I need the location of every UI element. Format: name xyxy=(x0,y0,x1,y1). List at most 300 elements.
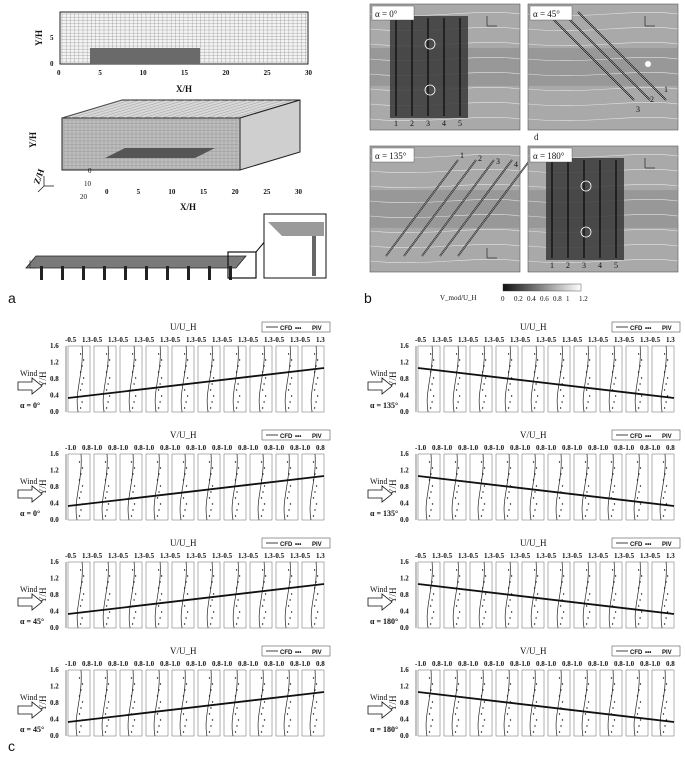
frame-tick: -0.5 xyxy=(467,552,479,560)
frame-tick: -0.5 xyxy=(545,336,557,344)
svg-text:1.3: 1.3 xyxy=(212,336,221,344)
plot1-xtick: 10 xyxy=(139,69,147,77)
row-number: 5 xyxy=(458,119,462,128)
quantity-label: V/U_H xyxy=(170,646,197,656)
plot1-xtick: 30 xyxy=(305,69,312,77)
panel-c xyxy=(0,320,685,758)
profile-row xyxy=(18,322,330,416)
y-tick: 0.4 xyxy=(50,391,59,400)
svg-text:1.3: 1.3 xyxy=(484,552,493,560)
quantity-label: U/U_H xyxy=(520,322,547,332)
mesh-3d-plot xyxy=(28,100,303,212)
frame-tick: -1.0 xyxy=(571,660,583,668)
plot1-xtick: 25 xyxy=(263,69,271,77)
frame-tick: -0.5 xyxy=(415,336,427,344)
roof-line xyxy=(418,368,674,398)
frame-tick: -1.0 xyxy=(597,660,609,668)
colorbar-label: V_mod/U_H xyxy=(440,294,477,302)
legend-cfd: CFD xyxy=(280,434,293,440)
frame-tick: -1.0 xyxy=(493,660,505,668)
profile-frame xyxy=(444,562,466,628)
y-axis-label: Y/H xyxy=(388,587,398,603)
panel-a xyxy=(0,0,360,300)
y-tick: 1.2 xyxy=(50,358,59,367)
svg-text:1.3: 1.3 xyxy=(640,336,649,344)
svg-text:0.8: 0.8 xyxy=(484,660,493,668)
frame-tick: -0.5 xyxy=(597,552,609,560)
svg-text:1.3: 1.3 xyxy=(484,336,493,344)
svg-text:0.8: 0.8 xyxy=(264,444,273,452)
frame-tick: -0.5 xyxy=(519,336,531,344)
y-tick: 1.2 xyxy=(50,574,59,583)
svg-text:1.3: 1.3 xyxy=(432,336,441,344)
legend-cfd: CFD xyxy=(630,650,643,656)
frame-tick: -1.0 xyxy=(467,660,479,668)
svg-text:1.3: 1.3 xyxy=(588,336,597,344)
profile-frame xyxy=(172,562,194,628)
frame-tick: -1.0 xyxy=(571,444,583,452)
svg-text:0.8: 0.8 xyxy=(536,444,545,452)
quantity-label: U/U_H xyxy=(170,538,197,548)
legend-cfd: CFD xyxy=(280,650,293,656)
plot2-xtick: 30 xyxy=(295,188,302,196)
svg-text:0.8: 0.8 xyxy=(614,660,623,668)
plot1-ytick: 0 xyxy=(50,60,54,68)
alpha-label: α = 180° xyxy=(370,725,399,734)
frame-tick: -1.0 xyxy=(299,660,311,668)
profile-frame xyxy=(470,562,492,628)
legend-cfd: CFD xyxy=(280,326,293,332)
svg-text:1.3: 1.3 xyxy=(640,552,649,560)
frame-tick: -0.5 xyxy=(91,336,103,344)
svg-text:1.3: 1.3 xyxy=(82,336,91,344)
plot2-xtick: 5 xyxy=(136,188,141,196)
plot2-xtick: 0 xyxy=(105,188,109,196)
row-number: 2 xyxy=(410,119,414,128)
colorbar-tick: 0.4 xyxy=(527,295,536,303)
alpha-label: α = 45° xyxy=(20,725,45,734)
frame-tick: -0.5 xyxy=(169,552,181,560)
svg-text:0.8: 0.8 xyxy=(432,660,441,668)
y-axis-label: Y/H xyxy=(388,695,398,711)
svg-text:1.3: 1.3 xyxy=(316,552,325,560)
svg-text:1.3: 1.3 xyxy=(510,336,519,344)
svg-text:1.3: 1.3 xyxy=(588,552,597,560)
row-number: 4 xyxy=(442,119,446,128)
row-number: 3 xyxy=(582,261,586,270)
y-tick: 0.4 xyxy=(50,499,59,508)
frame-tick: -1.0 xyxy=(117,444,129,452)
plot2-xtick: 15 xyxy=(200,188,207,196)
frame-tick: -0.5 xyxy=(493,552,505,560)
profile-frame xyxy=(522,346,544,412)
y-axis-label: Y/H xyxy=(38,695,48,711)
plot1-xtick: 5 xyxy=(98,69,102,77)
frame-tick: -1.0 xyxy=(143,660,155,668)
frame-tick: -1.0 xyxy=(441,444,453,452)
y-tick: 1.6 xyxy=(400,666,409,674)
case-label xyxy=(372,148,414,162)
svg-text:1.3: 1.3 xyxy=(458,336,467,344)
plot1-ylabel: Y/H xyxy=(34,29,44,46)
profile-frame xyxy=(418,562,440,628)
wind-label: Wind xyxy=(20,369,38,378)
legend-piv: PIV xyxy=(312,542,322,548)
pillar xyxy=(124,266,127,280)
svg-text:1.3: 1.3 xyxy=(264,552,273,560)
svg-text:1.3: 1.3 xyxy=(536,336,545,344)
svg-text:•••: ••• xyxy=(295,326,302,332)
svg-text:α = 135°: α = 135° xyxy=(375,151,407,161)
roof-line xyxy=(68,692,324,722)
svg-text:0.8: 0.8 xyxy=(108,660,117,668)
y-tick: 1.6 xyxy=(50,558,59,566)
svg-text:1.3: 1.3 xyxy=(614,336,623,344)
frame-tick: -1.0 xyxy=(493,444,505,452)
svg-text:0.8: 0.8 xyxy=(510,660,519,668)
frame-tick: -1.0 xyxy=(221,660,233,668)
frame-tick: -0.5 xyxy=(649,552,661,560)
frame-tick: -1.0 xyxy=(195,660,207,668)
row-number: 4 xyxy=(598,261,602,270)
frame-tick: -0.5 xyxy=(221,336,233,344)
svg-text:1.3: 1.3 xyxy=(614,552,623,560)
colorbar-tick: 1.2 xyxy=(579,295,588,303)
frame-tick: -0.5 xyxy=(195,336,207,344)
svg-text:1.3: 1.3 xyxy=(562,336,571,344)
profile-row xyxy=(368,430,680,524)
frame-tick: -1.0 xyxy=(415,444,427,452)
legend-piv: PIV xyxy=(662,650,672,656)
frame-tick: -0.5 xyxy=(299,336,311,344)
frame-tick: -1.0 xyxy=(273,660,285,668)
y-tick: 1.6 xyxy=(400,558,409,566)
y-tick: 1.6 xyxy=(400,450,409,458)
plot1-ytick: 5 xyxy=(50,34,54,42)
profile-frame xyxy=(652,562,674,628)
frame-tick: -0.5 xyxy=(441,336,453,344)
profile-frame xyxy=(548,346,570,412)
frame-tick: -0.5 xyxy=(65,336,77,344)
svg-text:0.8: 0.8 xyxy=(238,444,247,452)
profile-frame xyxy=(600,562,622,628)
svg-text:1.3: 1.3 xyxy=(160,336,169,344)
row-number: 1 xyxy=(550,261,554,270)
profile-frame xyxy=(250,562,272,628)
svg-text:1.3: 1.3 xyxy=(134,336,143,344)
wind-label: Wind xyxy=(370,477,388,486)
contour-panel xyxy=(528,146,678,272)
pillar xyxy=(61,266,64,280)
svg-text:•••: ••• xyxy=(645,650,652,656)
y-tick: 0.8 xyxy=(400,375,409,383)
frame-tick: -1.0 xyxy=(91,660,103,668)
profile-frame xyxy=(276,562,298,628)
row-number: 1 xyxy=(394,119,398,128)
roof-line xyxy=(418,584,674,614)
frame-tick: -0.5 xyxy=(169,336,181,344)
profile-frame xyxy=(626,562,648,628)
y-tick: 1.6 xyxy=(400,342,409,350)
frame-tick: -0.5 xyxy=(273,336,285,344)
frame-tick: -1.0 xyxy=(519,444,531,452)
roof-line xyxy=(418,692,674,722)
y-tick: 0.4 xyxy=(400,607,409,616)
building-mesh-cluster xyxy=(90,48,200,64)
svg-text:0.8: 0.8 xyxy=(290,444,299,452)
colorbar-tick: 0.2 xyxy=(514,295,523,303)
frame-tick: -1.0 xyxy=(247,444,259,452)
frame-tick: -0.5 xyxy=(493,336,505,344)
y-tick: 1.2 xyxy=(400,358,409,367)
panel-b xyxy=(358,0,685,310)
pillar xyxy=(166,266,169,280)
svg-text:1.3: 1.3 xyxy=(186,552,195,560)
svg-text:0.8: 0.8 xyxy=(290,660,299,668)
y-axis-label: Y/H xyxy=(388,371,398,387)
profile-frame xyxy=(68,562,90,628)
svg-text:0.8: 0.8 xyxy=(134,660,143,668)
y-tick: 0.8 xyxy=(50,591,59,599)
plot2-xtick: 25 xyxy=(263,188,271,196)
quantity-label: V/U_H xyxy=(170,430,197,440)
frame-tick: -1.0 xyxy=(415,660,427,668)
y-axis-label: Y/H xyxy=(388,479,398,495)
frame-tick: -1.0 xyxy=(467,444,479,452)
frame-tick: -0.5 xyxy=(597,336,609,344)
case-label xyxy=(372,6,414,20)
y-tick: 0.0 xyxy=(50,408,59,416)
profile-frame xyxy=(172,346,194,412)
frame-tick: -1.0 xyxy=(247,660,259,668)
profile-row xyxy=(18,430,330,524)
profile-frame xyxy=(94,346,116,412)
pillar xyxy=(103,266,106,280)
svg-text:0.8: 0.8 xyxy=(458,660,467,668)
svg-text:1.3: 1.3 xyxy=(82,552,91,560)
frame-tick: -0.5 xyxy=(571,552,583,560)
colorbar-tick: 0 xyxy=(501,295,505,303)
profile-frame xyxy=(120,562,142,628)
svg-text:0.8: 0.8 xyxy=(588,660,597,668)
frame-tick: -0.5 xyxy=(415,552,427,560)
plot1-xtick: 0 xyxy=(57,69,61,77)
svg-text:0.8: 0.8 xyxy=(82,444,91,452)
profile-row xyxy=(368,322,680,416)
y-tick: 0.8 xyxy=(50,375,59,383)
y-axis-label: Y/H xyxy=(38,371,48,387)
frame-tick: -0.5 xyxy=(65,552,77,560)
svg-text:1.3: 1.3 xyxy=(666,336,675,344)
svg-text:1.3: 1.3 xyxy=(186,336,195,344)
row-number: 4 xyxy=(514,160,518,169)
profile-frame xyxy=(276,346,298,412)
pillar xyxy=(40,266,43,280)
svg-text:0.8: 0.8 xyxy=(212,660,221,668)
svg-text:0.8: 0.8 xyxy=(316,660,325,668)
svg-text:0.8: 0.8 xyxy=(264,660,273,668)
y-tick: 0.8 xyxy=(400,591,409,599)
pillar xyxy=(82,266,85,280)
svg-text:0.8: 0.8 xyxy=(212,444,221,452)
contour-panel xyxy=(528,4,678,130)
svg-text:1.3: 1.3 xyxy=(510,552,519,560)
frame-tick: -1.0 xyxy=(91,444,103,452)
profile-row xyxy=(18,646,330,740)
wind-label: Wind xyxy=(20,585,38,594)
plot1-xtick: 15 xyxy=(181,69,188,77)
roof-line xyxy=(418,476,674,506)
svg-text:1.3: 1.3 xyxy=(212,552,221,560)
svg-text:1.3: 1.3 xyxy=(562,552,571,560)
plot1-xlabel: X/H xyxy=(176,84,193,94)
svg-text:0.8: 0.8 xyxy=(614,444,623,452)
svg-text:0.8: 0.8 xyxy=(588,444,597,452)
y-tick: 0.0 xyxy=(50,624,59,632)
frame-tick: -1.0 xyxy=(597,444,609,452)
plot2-ztick: 20 xyxy=(80,193,87,201)
y-tick: 0.8 xyxy=(50,483,59,491)
svg-text:1.3: 1.3 xyxy=(264,336,273,344)
plot2-ylabel: Y/H xyxy=(28,131,38,148)
frame-tick: -1.0 xyxy=(195,444,207,452)
plot2-xtick: 10 xyxy=(168,188,176,196)
quantity-label: U/U_H xyxy=(170,322,197,332)
frame-tick: -0.5 xyxy=(545,552,557,560)
svg-text:0.8: 0.8 xyxy=(640,444,649,452)
svg-text:1.3: 1.3 xyxy=(666,552,675,560)
legend-piv: PIV xyxy=(312,434,322,440)
svg-text:1.3: 1.3 xyxy=(316,336,325,344)
frame-tick: -1.0 xyxy=(623,444,635,452)
svg-text:•••: ••• xyxy=(295,542,302,548)
profile-frame xyxy=(68,346,90,412)
svg-text:1.3: 1.3 xyxy=(290,552,299,560)
y-tick: 1.2 xyxy=(50,682,59,691)
alpha-label: α = 45° xyxy=(20,617,45,626)
pillar xyxy=(187,266,190,280)
plot1-xtick: 20 xyxy=(222,69,230,77)
row-number: 2 xyxy=(650,95,654,104)
svg-text:0.8: 0.8 xyxy=(160,444,169,452)
svg-text:1.3: 1.3 xyxy=(108,336,117,344)
legend-cfd: CFD xyxy=(630,326,643,332)
frame-tick: -1.0 xyxy=(143,444,155,452)
svg-text:1.3: 1.3 xyxy=(134,552,143,560)
frame-tick: -1.0 xyxy=(649,444,661,452)
y-tick: 1.2 xyxy=(400,466,409,475)
svg-text:0.8: 0.8 xyxy=(238,660,247,668)
profile-frame xyxy=(444,346,466,412)
frame-tick: -1.0 xyxy=(117,660,129,668)
y-tick: 0.4 xyxy=(50,715,59,724)
wind-label: Wind xyxy=(20,477,38,486)
y-tick: 1.6 xyxy=(50,450,59,458)
y-tick: 0.4 xyxy=(50,607,59,616)
y-tick: 0.0 xyxy=(50,732,59,740)
svg-text:0.8: 0.8 xyxy=(186,444,195,452)
profile-frame xyxy=(574,346,596,412)
colorbar-tick: 0.6 xyxy=(540,295,549,303)
frame-tick: -0.5 xyxy=(441,552,453,560)
y-tick: 1.2 xyxy=(400,574,409,583)
frame-tick: -0.5 xyxy=(467,336,479,344)
frame-tick: -1.0 xyxy=(299,444,311,452)
profile-frame xyxy=(548,562,570,628)
frame-tick: -0.5 xyxy=(247,552,259,560)
frame-tick: -1.0 xyxy=(649,660,661,668)
alpha-label: α = 135° xyxy=(370,509,399,518)
svg-text:1.3: 1.3 xyxy=(432,552,441,560)
y-tick: 1.6 xyxy=(50,666,59,674)
svg-text:0.8: 0.8 xyxy=(82,660,91,668)
legend-piv: PIV xyxy=(662,434,672,440)
frame-tick: -0.5 xyxy=(117,336,129,344)
frame-tick: -1.0 xyxy=(169,660,181,668)
row-number: 2 xyxy=(478,154,482,163)
profile-frame xyxy=(418,346,440,412)
row-number: 3 xyxy=(496,157,500,166)
wind-label: Wind xyxy=(370,585,388,594)
plot2-xtick: 20 xyxy=(231,188,239,196)
svg-text:0.8: 0.8 xyxy=(666,444,675,452)
y-tick: 0.0 xyxy=(400,516,409,524)
roof-line xyxy=(68,476,324,506)
svg-text:0.8: 0.8 xyxy=(432,444,441,452)
case-label xyxy=(530,6,572,20)
frame-tick: -0.5 xyxy=(299,552,311,560)
svg-text:1.3: 1.3 xyxy=(108,552,117,560)
profile-frame xyxy=(146,562,168,628)
profile-frame xyxy=(198,346,220,412)
frame-tick: -0.5 xyxy=(143,552,155,560)
svg-text:1.3: 1.3 xyxy=(160,552,169,560)
row-number: 1 xyxy=(460,151,464,160)
frame-tick: -1.0 xyxy=(441,660,453,668)
alpha-label: α = 180° xyxy=(370,617,399,626)
frame-tick: -0.5 xyxy=(649,336,661,344)
contour-panel xyxy=(370,4,520,130)
quantity-label: V/U_H xyxy=(520,430,547,440)
profile-frame xyxy=(470,346,492,412)
legend-piv: PIV xyxy=(662,542,672,548)
svg-text:α = 0°: α = 0° xyxy=(375,9,398,19)
svg-text:•••: ••• xyxy=(295,434,302,440)
profile-row xyxy=(368,646,680,740)
svg-text:0.8: 0.8 xyxy=(186,660,195,668)
legend-piv: PIV xyxy=(312,326,322,332)
svg-text:α = 45°: α = 45° xyxy=(533,9,560,19)
plot2-xlabel: X/H xyxy=(180,202,197,212)
profile-frame xyxy=(302,562,324,628)
profile-frame xyxy=(574,562,596,628)
plot2-ztick: 10 xyxy=(84,180,91,188)
svg-text:0.8: 0.8 xyxy=(562,660,571,668)
frame-tick: -0.5 xyxy=(117,552,129,560)
quantity-label: V/U_H xyxy=(520,646,547,656)
svg-text:0.8: 0.8 xyxy=(484,444,493,452)
svg-text:1.3: 1.3 xyxy=(458,552,467,560)
profile-row xyxy=(18,538,330,632)
svg-text:1.3: 1.3 xyxy=(238,336,247,344)
pillar xyxy=(208,266,211,280)
frame-tick: -0.5 xyxy=(623,336,635,344)
frame-tick: -1.0 xyxy=(65,660,77,668)
frame-tick: -1.0 xyxy=(169,444,181,452)
row-number: 3 xyxy=(636,105,640,114)
svg-text:•••: ••• xyxy=(295,650,302,656)
svg-text:0.8: 0.8 xyxy=(666,660,675,668)
